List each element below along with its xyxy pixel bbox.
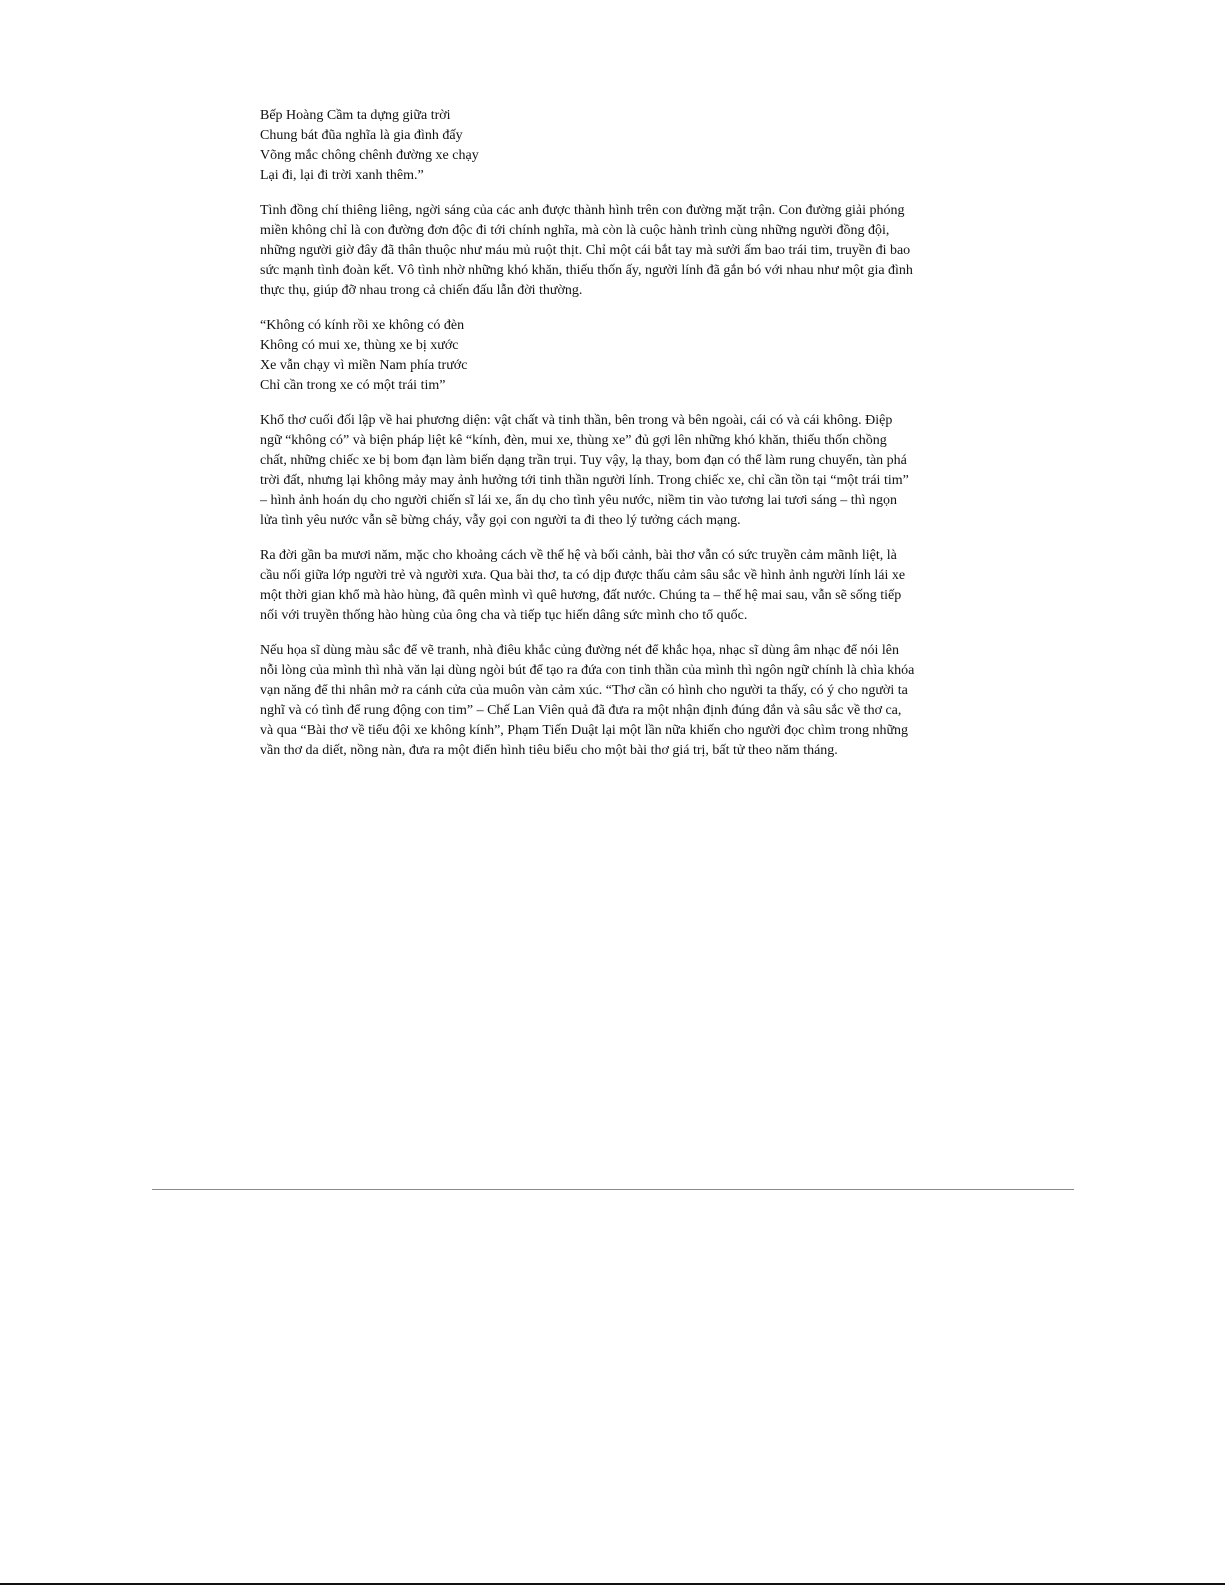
paragraph-line: – hình ảnh hoán dụ cho người chiến sĩ lái xe, ẩn dụ cho tình yêu nước, niềm tin vào tương lai tươi sáng – thì ngọn: [260, 493, 897, 508]
paragraph-line: ngữ “không có” và biện pháp liệt kê “kính, đèn, mui xe, thùng xe” đủ gợi lên những khó khăn, thiếu thốn chồng: [260, 433, 887, 448]
paragraph-legacy: [260, 546, 972, 626]
poem-excerpt-1: [260, 106, 972, 186]
paragraph-line: vạn năng để thi nhân mở ra cánh cửa của muôn vàn cảm xúc. “Thơ cần có hình cho người ta thấy, có ý cho người ta: [260, 683, 908, 698]
paragraph-line: Khổ thơ cuối đối lập về hai phương diện: vật chất và tinh thần, bên trong và bên ngoài, cái có và cái không. Điệp: [260, 413, 893, 428]
paragraph-conclusion: [260, 641, 972, 761]
paragraph-line: Nếu họa sĩ dùng màu sắc để vẽ tranh, nhà điêu khắc củng đường nét để khắc họa, nhạc sĩ dùng âm nhạc để nói lên: [260, 643, 899, 658]
poem-line: “Không có kính rồi xe không có đèn: [260, 318, 465, 333]
paragraph-line: vần thơ da diết, nồng nàn, đưa ra một điển hình tiêu biểu cho một bài thơ giá trị, bất tử theo năm tháng.: [260, 743, 838, 758]
paragraph-final-stanza-analysis: [260, 411, 972, 531]
paragraph-line: cầu nối giữa lớp người trẻ và người xưa. Qua bài thơ, ta có dịp được thấu cảm sâu sắc về hình ảnh người lính lái xe: [260, 568, 906, 583]
poem-line: Võng mắc chông chênh đường xe chạy: [260, 148, 479, 163]
paragraph-line: miền không chỉ là con đường đơn độc đi tới chính nghĩa, mà còn là cuộc hành trình cùng những người đồng đội,: [260, 223, 890, 238]
paragraph-line: trời đất, nhưng lại không mảy may ảnh hưởng tới tinh thần người lính. Trong chiếc xe, chỉ cần tồn tại “một trái tim”: [260, 473, 909, 488]
paragraph-line: sức mạnh tình đoàn kết. Vô tình nhờ những khó khăn, thiếu thốn ấy, người lính đã gắn bó với nhau như một gia đình: [260, 263, 913, 278]
poem-line: Bếp Hoàng Cầm ta dựng giữa trời: [260, 108, 451, 123]
poem-excerpt-2: [260, 316, 972, 396]
paragraph-line: và qua “Bài thơ về tiểu đội xe không kính”, Phạm Tiến Duật lại một lần nữa khiến cho người đọc chìm trong những: [260, 723, 909, 738]
paragraph-line: lửa tình yêu nước vẫn sẽ bừng cháy, vẫy gọi con người ta đi theo lý tưởng cách mạng.: [260, 513, 741, 528]
paragraph-line: một thời gian khổ mà hào hùng, đã quên mình vì quê hương, đất nước. Chúng ta – thế hệ mai sau, vẫn sẽ sống tiếp: [260, 588, 902, 603]
paragraph-line: nối với truyền thống hào hùng của ông cha và tiếp tục hiến dâng sức mình cho tổ quốc.: [260, 608, 748, 623]
poem-line: Chung bát đũa nghĩa là gia đình đấy: [260, 128, 463, 143]
paragraph-line: thực thụ, giúp đỡ nhau trong cả chiến đấu lẫn đời thường.: [260, 283, 583, 298]
poem-line: Lại đi, lại đi trời xanh thêm.”: [260, 168, 424, 183]
paragraph-line: chất, những chiếc xe bị bom đạn làm biến dạng trần trụi. Tuy vậy, lạ thay, bom đạn có thể làm rung chuyển, tàn phá: [260, 453, 907, 468]
poem-line: Xe vẫn chạy vì miền Nam phía trước: [260, 358, 468, 373]
paragraph-line: Tình đồng chí thiêng liêng, ngời sáng của các anh được thành hình trên con đường mặt trận. Con đường giải phóng: [260, 203, 905, 218]
page-break-divider: [152, 1189, 1074, 1190]
paragraph-line: nghĩ và có tình để rung động con tim” – Chế Lan Viên quả đã đưa ra một nhận định đúng đắn và sâu sắc về thơ ca,: [260, 703, 902, 718]
poem-line: Chỉ cần trong xe có một trái tim”: [260, 378, 446, 393]
document-body: [260, 106, 972, 776]
paragraph-line: nỗi lòng của mình thì nhà văn lại dùng ngòi bút để tạo ra đứa con tinh thần của mình thì ngôn ngữ chính là chìa khóa: [260, 663, 915, 678]
paragraph-line: Ra đời gần ba mươi năm, mặc cho khoảng cách về thế hệ và bối cảnh, bài thơ vẫn có sức truyền cảm mãnh liệt, là: [260, 548, 897, 563]
poem-line: Không có mui xe, thùng xe bị xước: [260, 338, 459, 353]
paragraph-line: những người giờ đây đã thân thuộc như máu mủ ruột thịt. Chỉ một cái bắt tay mà sưởi ấm bao trái tim, truyền đi bao: [260, 243, 911, 258]
paragraph-comradeship: [260, 201, 972, 301]
